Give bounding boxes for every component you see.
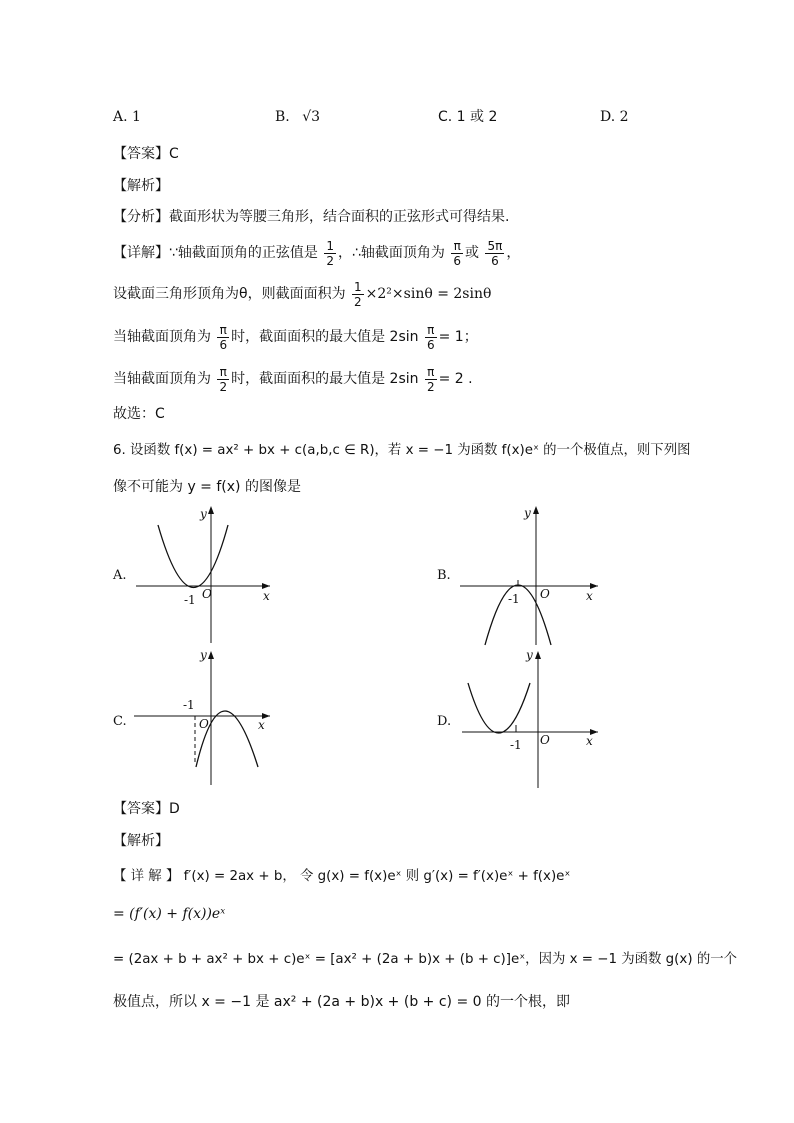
- detail-tag: 【详解】: [113, 245, 169, 261]
- detail-text-1c: 或: [465, 245, 480, 261]
- frac-num: π: [451, 239, 463, 254]
- frac-den: 2: [354, 294, 362, 309]
- analysis-tag-5: 【解析】: [113, 178, 169, 194]
- detail-text-3c: = 1；: [438, 329, 478, 345]
- detail-line-4: [113, 362, 473, 396]
- frac-den: 2: [326, 253, 335, 268]
- detail-line-2: [113, 277, 491, 311]
- frac-den: 2: [426, 379, 435, 394]
- option-d: D. 2: [600, 109, 629, 125]
- graph-a-neg1: -1: [184, 593, 196, 607]
- detail-text-3b: 时，截面面积的最大值是 2sin: [231, 329, 419, 345]
- frac-den: 6: [491, 253, 499, 268]
- frac-den: 6: [453, 253, 462, 268]
- choose-line: 故选：C: [113, 406, 165, 422]
- q6-stem-2: 像不可能为 y = f(x) 的图像是: [113, 479, 301, 495]
- graph-c: [130, 645, 290, 795]
- fraction-pi6-3: [217, 323, 229, 352]
- graph-d-x-label: x: [586, 734, 593, 748]
- graph-a-x-label: x: [263, 589, 270, 603]
- analysis-tag-6: 【解析】: [113, 833, 169, 849]
- detail-text-3a: 当轴截面顶角为: [113, 329, 211, 345]
- solution-line-2: = (f′(x) + f(x))eˣ: [113, 906, 226, 922]
- graph-label-b: B.: [437, 568, 451, 583]
- graph-b: [458, 500, 618, 650]
- frac-num: π: [217, 365, 229, 380]
- graph-b-x-label: x: [586, 589, 593, 603]
- fraction-pi6: [451, 239, 463, 268]
- solution-line-4: 极值点，所以 x = −1 是 ax² + (2a + b)x + (b + c) = 0 的一个根，即: [113, 994, 570, 1010]
- graph-label-d: D.: [437, 714, 452, 729]
- frac-num: π: [425, 323, 437, 338]
- detail-text-4a: 当轴截面顶角为: [113, 371, 211, 387]
- solution-line-1: 【 详 解 】 f′(x) = 2ax + b， 令 g(x) = f(x)eˣ 则 g′(x) = f′(x)eˣ + f(x)eˣ: [113, 869, 571, 884]
- frac-den: 6: [219, 337, 228, 352]
- detail-text-2b: ×2²×sinθ = 2sinθ: [365, 286, 492, 302]
- graph-b-neg1: -1: [508, 592, 520, 606]
- detail-line-1: 【详解】∵轴截面顶角的正弦值是 $\frac{1}{2}$ ，∴轴截面顶角为 $\frac{\pi}{6}$ 或 $\frac{5\pi}{6}$ ，: [113, 238, 521, 268]
- graph-label-a: A.: [113, 568, 127, 583]
- option-a: A. 1: [113, 109, 141, 125]
- option-b-value: √3: [302, 109, 321, 125]
- option-c: C. 1 或 2: [438, 109, 498, 125]
- detail-text-1b: ，∴轴截面顶角为: [338, 245, 445, 261]
- fraction-half-2: [352, 280, 364, 309]
- q6-stem-1: 6. 设函数 f(x) = ax² + bx + c(a,b,c ∈ R)，若 x = −1 为函数 f(x)eˣ 的一个极值点，则下列图: [113, 443, 691, 458]
- answer-tag-6: 【答案】D: [113, 801, 180, 817]
- detail-text-4c: = 2 .: [438, 371, 473, 387]
- fraction-pi2: [217, 365, 229, 394]
- graph-b-origin: O: [540, 587, 550, 601]
- frac-num: 1: [326, 238, 335, 253]
- frac-num: 5π: [487, 238, 503, 253]
- fraction-pi6-3b: [425, 323, 437, 352]
- graph-a: [130, 500, 290, 650]
- frac-num: 1: [354, 279, 362, 294]
- graph-d-y-label: y: [526, 648, 533, 662]
- graph-c-origin: O: [199, 717, 209, 731]
- graph-label-c: C.: [113, 714, 127, 729]
- solution-line-3: = (2ax + b + ax² + bx + c)eˣ = [ax² + (2a + b)x + (b + c)]eˣ，因为 x = −1 为函数 g(x) 的一个: [113, 952, 737, 967]
- option-b: [275, 108, 320, 126]
- graph-a-y-label: y: [200, 507, 207, 521]
- fraction-half: [324, 239, 336, 268]
- fraction-pi2-b: [425, 365, 437, 394]
- frac-num: π: [217, 323, 229, 338]
- frac-den: 2: [219, 379, 228, 394]
- graph-c-x-label: x: [258, 718, 265, 732]
- option-b-label: B.: [275, 109, 290, 125]
- graph-a-origin: O: [202, 587, 212, 601]
- graph-c-neg1: -1: [183, 698, 195, 712]
- answer-tag-5: 【答案】C: [113, 146, 179, 162]
- detail-line-3: [113, 320, 478, 354]
- graph-d-neg1: -1: [510, 738, 522, 752]
- frac-num: π: [425, 365, 437, 380]
- detail-text-2a: 设截面三角形顶角为θ，则截面面积为: [113, 286, 346, 302]
- graph-b-y-label: y: [524, 506, 531, 520]
- graph-c-y-label: y: [200, 648, 207, 662]
- frac-den: 6: [426, 337, 435, 352]
- fraction-5pi6: [485, 239, 504, 268]
- graph-d: [458, 645, 618, 795]
- detail-text-4b: 时，截面面积的最大值是 2sin: [231, 371, 419, 387]
- graph-d-origin: O: [540, 733, 550, 747]
- fenxi-line: 【分析】截面形状为等腰三角形，结合面积的正弦形式可得结果.: [113, 209, 510, 225]
- detail-text-1a: ∵轴截面顶角的正弦值是: [169, 245, 318, 261]
